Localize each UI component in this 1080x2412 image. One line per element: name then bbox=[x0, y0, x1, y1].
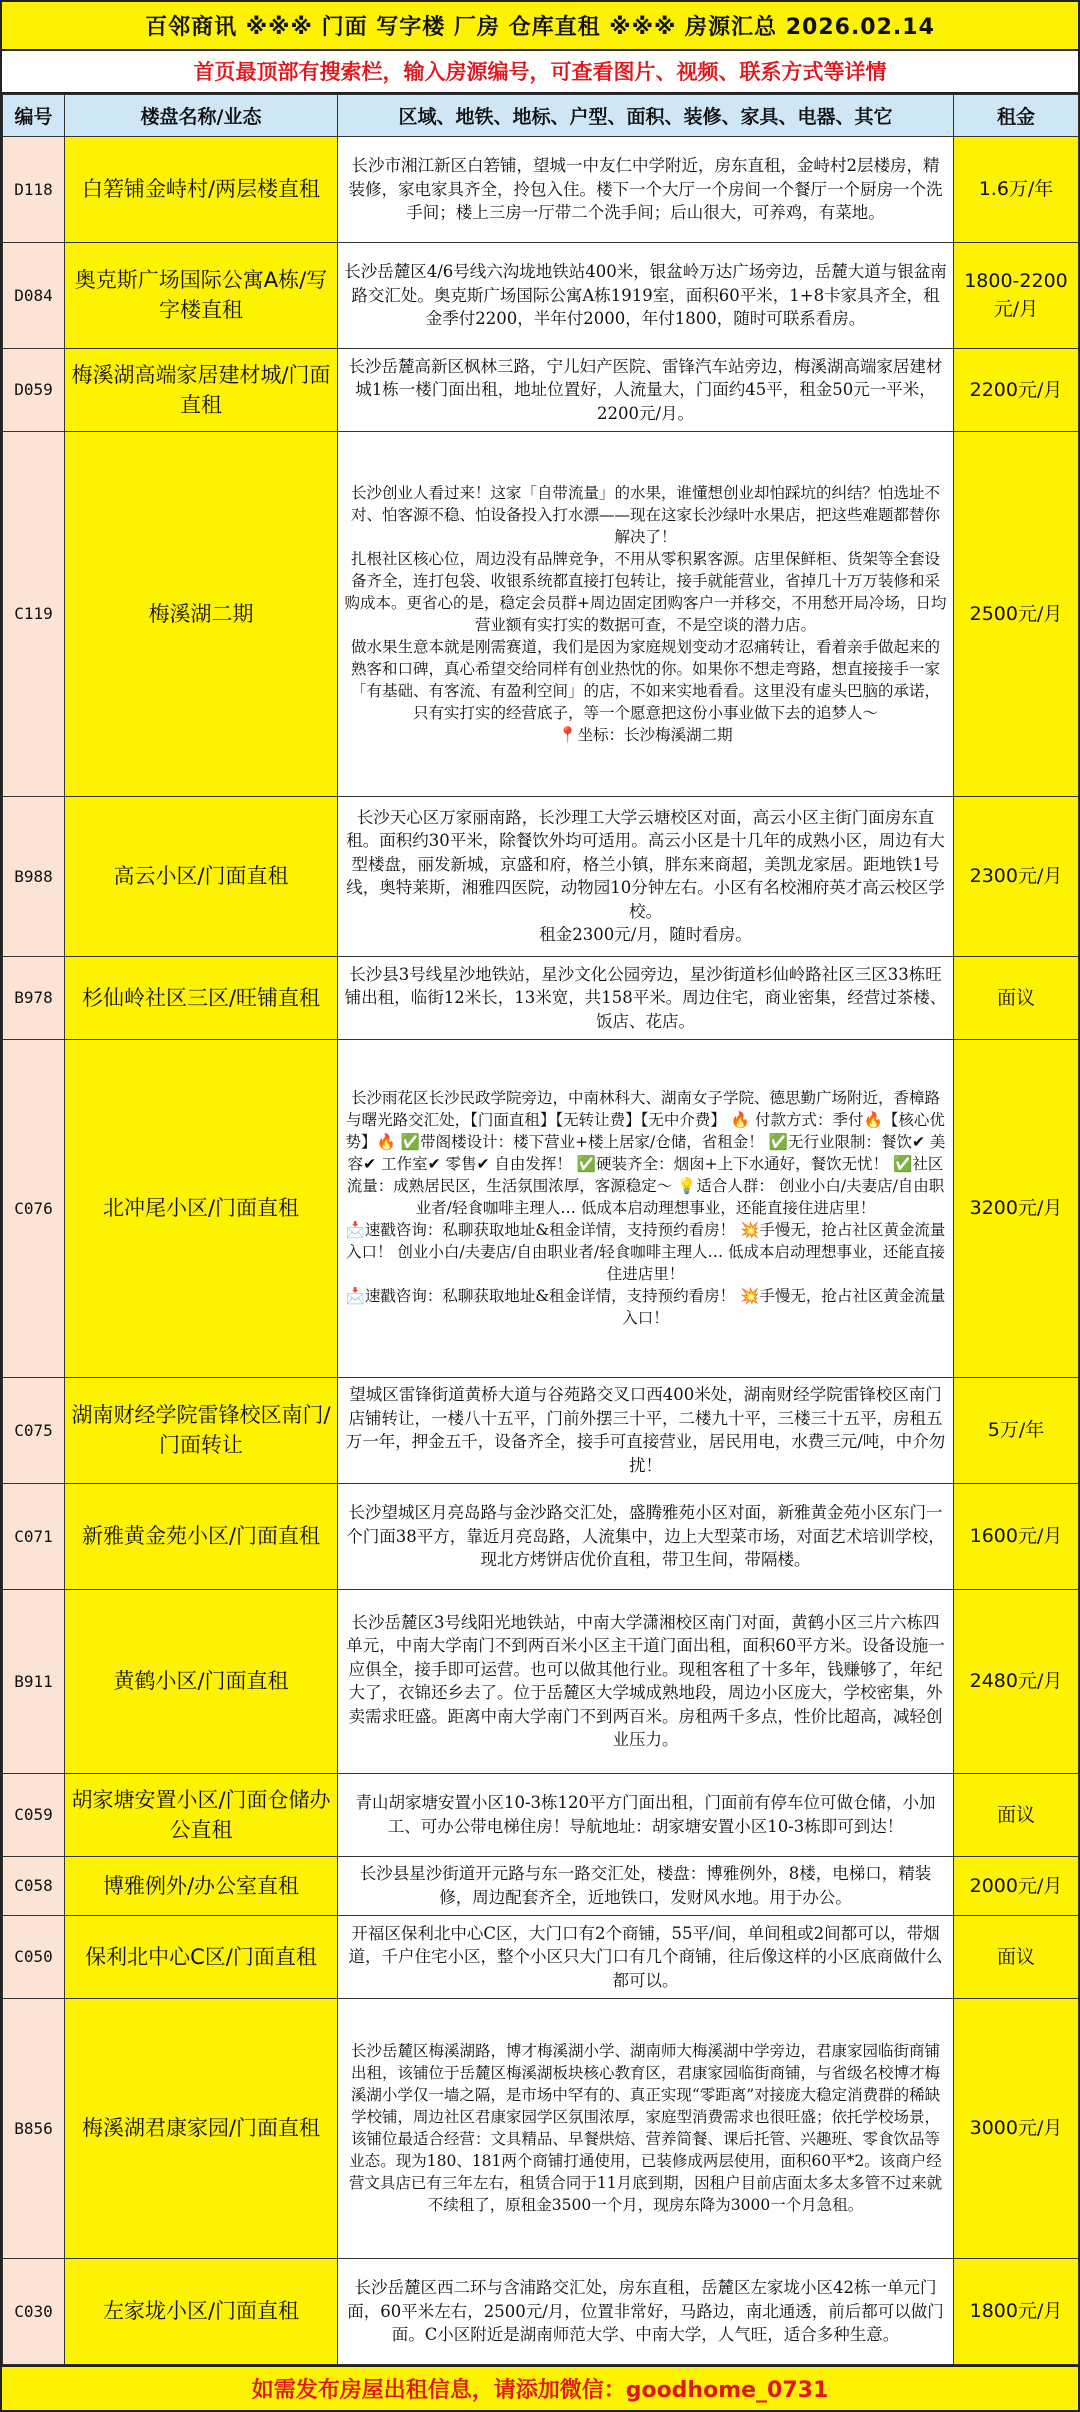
listing-desc: 长沙天心区万家丽南路，长沙理工大学云塘校区对面，高云小区主街门面房东直租。面积约30平米，除餐饮外均可适用。高云小区是十几年的成熟小区，周边有大型楼盘，丽发新城，京盛和府，格兰小镇，胖东来商超，美凯龙家居。距地铁1号线，奥特莱斯，湘雅四医院，动物园10分钟左右。小区有名校湘府英才高云校区学校。 租金2300元/月，随时看房。 bbox=[338, 796, 954, 956]
listing-desc: 长沙岳麓区西二环与含浦路交汇处，房东直租，岳麓区左家垅小区42栋一单元门面，60平米左右，2500元/月，位置非常好，马路边，南北通透，前后都可以做门面。C小区附近是湖南师范大学、中南大学，人气旺，适合多种生意。 bbox=[338, 2258, 954, 2364]
listing-id: D118 bbox=[3, 136, 65, 242]
listing-rent: 1600元/月 bbox=[954, 1483, 1079, 1589]
listing-rent: 面议 bbox=[954, 1773, 1079, 1856]
listing-rent: 1.6万/年 bbox=[954, 136, 1079, 242]
listing-desc: 长沙岳麓区4/6号线六沟垅地铁站400米，银盆岭万达广场旁边，岳麓大道与银盆南路交汇处。奥克斯广场国际公寓A栋1919室，面积60平米，1+8卡家具齐全，租金季付2200，半年付2000，年付1800，随时可联系看房。 bbox=[338, 242, 954, 348]
listing-rent: 2480元/月 bbox=[954, 1589, 1079, 1773]
listing-id: C059 bbox=[3, 1773, 65, 1856]
listing-name: 梅溪湖君康家园/门面直租 bbox=[65, 1998, 338, 2258]
listing-id: B978 bbox=[3, 956, 65, 1039]
listing-id: C075 bbox=[3, 1377, 65, 1483]
listing-desc: 长沙岳麓区3号线阳光地铁站，中南大学潇湘校区南门对面，黄鹤小区三片六栋四单元，中南大学南门不到两百米小区主干道门面出租，面积60平方米。设备设施一应俱全，接手即可运营。也可以做其他行业。现租客租了十多年，钱赚够了，年纪大了，衣锦还乡去了。位于岳麓区大学城成熟地段，周边小区庞大，学校密集，外卖需求旺盛。距离中南大学南门不到两百米。房租两千多点，性价比超高，减轻创业压力。 bbox=[338, 1589, 954, 1773]
column-header-desc: 区域、地铁、地标、户型、面积、装修、家具、电器、其它 bbox=[338, 94, 954, 136]
listing-name: 湖南财经学院雷锋校区南门/门面转让 bbox=[65, 1377, 338, 1483]
listing-id: D059 bbox=[3, 348, 65, 431]
listing-id: D084 bbox=[3, 242, 65, 348]
listing-desc: 长沙创业人看过来！这家「自带流量」的水果，谁懂想创业却怕踩坑的纠结？怕选址不对、怕客源不稳、怕设备投入打水漂——现在这家长沙绿叶水果店，把这些难题都替你解决了！ 扎根社区核心位，周边没有品牌竞争，不用从零积累客源。店里保鲜柜、货架等全套设备齐全，连打包袋、收银系统都直接打包转让，接手就能营业，省掉几十万万装修和采购成本。更省心的是，稳定会员群+周边固定团购客户一并移交，不用愁开局冷场，日均营业额有实打实的数据可查，不是空谈的潜力店。 做水果生意本就是刚需赛道，我们是因为家庭规划变动才忍痛转让，看着亲手做起来的熟客和口碑，真心希望交给同样有创业热忱的你。如果你不想走弯路，想直接接手一家「有基础、有客流、有盈利空间」的店，不如来实地看看。这里没有虚头巴脑的承诺，只有实打实的经营底子，等一个愿意把这份小事业做下去的追梦人～ 📍坐标：长沙梅溪湖二期 bbox=[338, 431, 954, 796]
table-row[interactable] bbox=[3, 136, 1079, 242]
listing-rent: 2200元/月 bbox=[954, 348, 1079, 431]
listing-name: 奥克斯广场国际公寓A栋/写字楼直租 bbox=[65, 242, 338, 348]
listing-id: B856 bbox=[3, 1998, 65, 2258]
table-row[interactable] bbox=[3, 1915, 1079, 1998]
listing-name: 博雅例外/办公室直租 bbox=[65, 1856, 338, 1915]
table-row[interactable] bbox=[3, 796, 1079, 956]
listing-desc: 长沙县3号线星沙地铁站，星沙文化公园旁边，星沙街道杉仙岭路社区三区33栋旺铺出租，临街12米长，13米宽，共158平米。周边住宅，商业密集，经营过茶楼、饭店、花店。 bbox=[338, 956, 954, 1039]
listing-rent: 2500元/月 bbox=[954, 431, 1079, 796]
listing-desc: 青山胡家塘安置小区10-3栋120平方门面出租，门面前有停车位可做仓储，小加工、可办公带电梯住房！导航地址：胡家塘安置小区10-3栋即可到达！ bbox=[338, 1773, 954, 1856]
listing-id: C076 bbox=[3, 1039, 65, 1377]
listing-desc: 长沙雨花区长沙民政学院旁边，中南林科大、湖南女子学院、德思勤广场附近，香樟路与曙光路交汇处，【门面直租】【无转让费】【无中介费】 🔥 付款方式：季付🔥【核心优势】🔥 ✅带阁楼设计：楼下营业+楼上居家/仓储，省租金！ ✅无行业限制：餐饮✔ 美容✔ 工作室✔ 零售✔ 自由发挥！ ✅硬装齐全：烟囱+上下水通好，餐饮无忧！ ✅社区流量：成熟居民区，生活氛围浓厚，客源稳定～ 💡适合人群： 创业小白/夫妻店/自由职业者/轻食咖啡主理人… 低成本启动理想事业，还能直接住进店里！ 📩速戳咨询：私聊获取地址&租金详情，支持预约看房！ 💥手慢无，抢占社区黄金流量入口！ 创业小白/夫妻店/自由职业者/轻食咖啡主理人… 低成本启动理想事业，还能直接住进店里！ 📩速戳咨询：私聊获取地址&租金详情，支持预约看房！ 💥手慢无，抢占社区黄金流量入口！ bbox=[338, 1039, 954, 1377]
listing-rent: 面议 bbox=[954, 1915, 1079, 1998]
listing-name: 高云小区/门面直租 bbox=[65, 796, 338, 956]
listing-rent: 1800元/月 bbox=[954, 2258, 1079, 2364]
listing-desc: 开福区保利北中心C区，大门口有2个商铺，55平/间，单间租或2间都可以，带烟道，千户住宅小区，整个小区只大门口有几个商铺，往后像这样的小区底商做什么都可以。 bbox=[338, 1915, 954, 1998]
listing-table bbox=[2, 94, 1079, 2365]
column-header-rent: 租金 bbox=[954, 94, 1079, 136]
listing-rent: 2000元/月 bbox=[954, 1856, 1079, 1915]
table-row[interactable] bbox=[3, 1039, 1079, 1377]
listing-id: C071 bbox=[3, 1483, 65, 1589]
table-row[interactable] bbox=[3, 2258, 1079, 2364]
listing-rent: 3000元/月 bbox=[954, 1998, 1079, 2258]
contact-footer: 如需发布房屋出租信息，请添加微信：goodhome_0731 bbox=[2, 2365, 1078, 2410]
listing-name: 杉仙岭社区三区/旺铺直租 bbox=[65, 956, 338, 1039]
table-row[interactable] bbox=[3, 1773, 1079, 1856]
table-row[interactable] bbox=[3, 348, 1079, 431]
listing-id: B911 bbox=[3, 1589, 65, 1773]
listing-rent: 2300元/月 bbox=[954, 796, 1079, 956]
table-row[interactable] bbox=[3, 1998, 1079, 2258]
search-notice: 首页最顶部有搜索栏，输入房源编号，可查看图片、视频、联系方式等详情 bbox=[2, 51, 1078, 94]
listing-name: 保利北中心C区/门面直租 bbox=[65, 1915, 338, 1998]
listing-name: 梅溪湖二期 bbox=[65, 431, 338, 796]
listing-name: 梅溪湖高端家居建材城/门面直租 bbox=[65, 348, 338, 431]
table-row[interactable] bbox=[3, 956, 1079, 1039]
listing-name: 黄鹤小区/门面直租 bbox=[65, 1589, 338, 1773]
listing-rent: 1800-2200元/月 bbox=[954, 242, 1079, 348]
page-title: 百邻商讯 ※※※ 门面 写字楼 厂房 仓库直租 ※※※ 房源汇总 2026.02.14 bbox=[2, 2, 1078, 51]
listing-rent: 3200元/月 bbox=[954, 1039, 1079, 1377]
listing-id: C050 bbox=[3, 1915, 65, 1998]
table-row[interactable] bbox=[3, 1856, 1079, 1915]
listing-id: C119 bbox=[3, 431, 65, 796]
table-header-row bbox=[3, 94, 1079, 136]
listing-rent: 面议 bbox=[954, 956, 1079, 1039]
listing-desc: 长沙岳麓高新区枫林三路，宁儿妇产医院、雷锋汽车站旁边，梅溪湖高端家居建材城1栋一楼门面出租，地址位置好，人流量大，门面约45平，租金50元一平米，2200元/月。 bbox=[338, 348, 954, 431]
column-header-name: 楼盘名称/业态 bbox=[65, 94, 338, 136]
listing-rent: 5万/年 bbox=[954, 1377, 1079, 1483]
listing-name: 左家垅小区/门面直租 bbox=[65, 2258, 338, 2364]
listing-name: 白箬铺金峙村/两层楼直租 bbox=[65, 136, 338, 242]
listing-desc: 望城区雷锋街道黄桥大道与谷苑路交叉口西400米处，湖南财经学院雷锋校区南门店铺转让，一楼八十五平，门前外摆三十平，二楼九十平，三楼三十五平，房租五万一年，押金五千，设备齐全，接手可直接营业，居民用电，水费三元/吨，中介勿扰！ bbox=[338, 1377, 954, 1483]
table-row[interactable] bbox=[3, 1377, 1079, 1483]
listing-name: 北冲尾小区/门面直租 bbox=[65, 1039, 338, 1377]
listing-desc: 长沙岳麓区梅溪湖路，博才梅溪湖小学、湖南师大梅溪湖中学旁边，君康家园临街商铺出租，该铺位于岳麓区梅溪湖板块核心教育区，君康家园临街商铺，与省级名校博才梅溪湖小学仅一墙之隔，是市场中罕有的、真正实现“零距离”对接庞大稳定消费群的稀缺学校铺，周边社区君康家园学区氛围浓厚，家庭型消费需求也很旺盛；依托学校场景，该铺位最适合经营：文具精品、早餐烘焙、营养简餐、课后托管、兴趣班、零食饮品等业态。现为180、181两个商铺打通使用，已装修成两层使用，面积60平*2。该商户经营文具店已有三年左右，租赁合同于11月底到期，因租户目前店面太多太多管不过来就不续租了，原租金3500一个月，现房东降为3000一个月急租。 bbox=[338, 1998, 954, 2258]
listing-id: C058 bbox=[3, 1856, 65, 1915]
table-row[interactable] bbox=[3, 1589, 1079, 1773]
listing-id: B988 bbox=[3, 796, 65, 956]
column-header-id: 编号 bbox=[3, 94, 65, 136]
table-row[interactable] bbox=[3, 1483, 1079, 1589]
listing-name: 胡家塘安置小区/门面仓储办公直租 bbox=[65, 1773, 338, 1856]
listing-name: 新雅黄金苑小区/门面直租 bbox=[65, 1483, 338, 1589]
listing-id: C030 bbox=[3, 2258, 65, 2364]
listing-desc: 长沙市湘江新区白箬铺，望城一中友仁中学附近，房东直租，金峙村2层楼房，精装修，家电家具齐全，拎包入住。楼下一个大厅一个房间一个餐厅一个厨房一个洗手间；楼上三房一厅带二个洗手间；后山很大，可养鸡，有菜地。 bbox=[338, 136, 954, 242]
listing-desc: 长沙县星沙街道开元路与东一路交汇处，楼盘：博雅例外，8楼，电梯口，精装修，周边配套齐全，近地铁口，发财风水地。用于办公。 bbox=[338, 1856, 954, 1915]
table-row[interactable] bbox=[3, 431, 1079, 796]
listing-desc: 长沙望城区月亮岛路与金沙路交汇处，盛腾雅苑小区对面，新雅黄金苑小区东门一个门面38平方，靠近月亮岛路，人流集中，边上大型菜市场，对面艺术培训学校，现北方烤饼店优价直租，带卫生间，带隔楼。 bbox=[338, 1483, 954, 1589]
table-row[interactable] bbox=[3, 242, 1079, 348]
